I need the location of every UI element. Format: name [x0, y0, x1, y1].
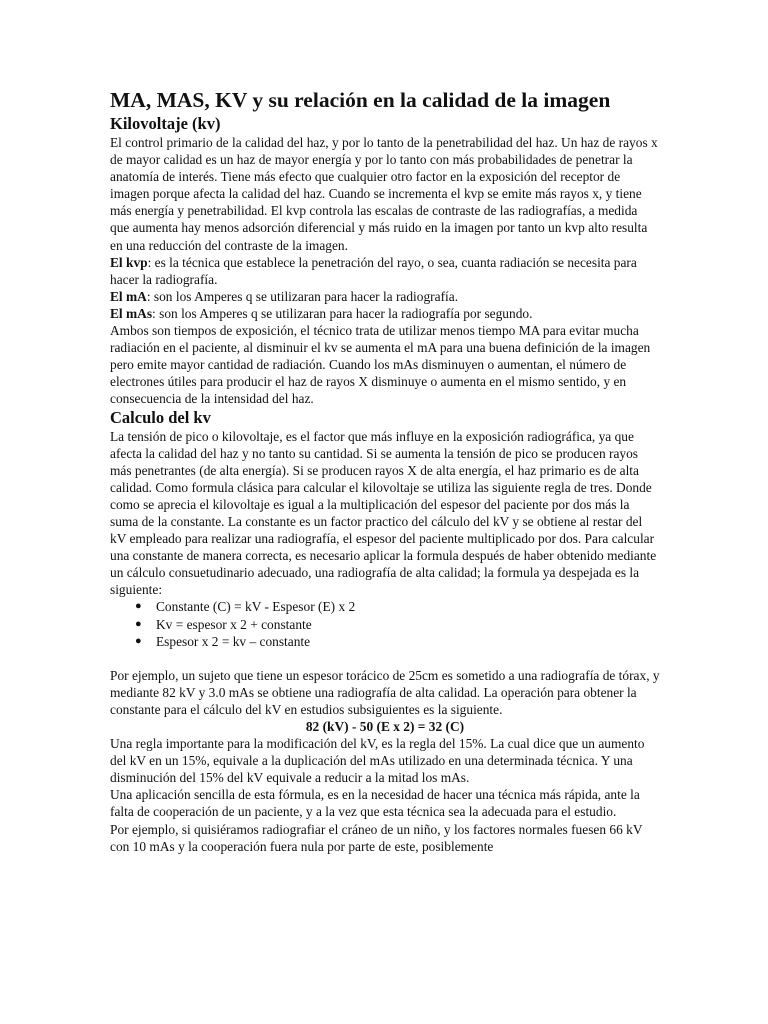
bullet-icon: ●: [135, 617, 142, 630]
section-heading-calculo: Calculo del kv: [110, 407, 211, 427]
section-heading-kilovoltaje: Kilovoltaje (kv): [110, 114, 221, 133]
list-item: [135, 633, 660, 650]
bullet-icon: ●: [135, 600, 142, 613]
definition-term: El kvp: [110, 254, 148, 270]
paragraph-example: Por ejemplo, un sujeto que tiene un espesor torácico de 25cm es sometido a una radiografía de tórax, y mediante 82 kV y 3.0 mAs se obtiene una radiografía de alta calidad. La operación para obtener la constante para el cálculo del kV en estudios subsiguientes es la siguiente.: [110, 667, 660, 717]
bullet-icon: ●: [135, 634, 142, 647]
list-item: [135, 616, 660, 633]
blank-line: [110, 650, 660, 667]
formula-text: Kv = espesor x 2 + constante: [156, 616, 312, 632]
paragraph-calculo: La tensión de pico o kilovoltaje, es el factor que más influye en la exposición radiográfica, ya que afecta la calidad del haz y no tanto su cantidad. Si se aumenta la tensión de pico se producen rayos más penetrantes (de alta energía). Si se producen rayos X de alta energía, el haz primario es de alta calidad. Como formula clásica para calcular el kilovoltaje se utiliza las siguiente regla de tres. Donde como se aprecia el kilovoltaje es igual a la multiplicación del espesor del paciente por dos más la suma de la constante. La constante es un factor practico del cálculo del kV y se obtiene al restar del kV empleado para realizar una radiografía, el espesor del paciente multiplicado por dos. Para calcular una constante de manera correcta, es necesario aplicar la formula después de haber obtenido mediante un cálculo consuetudinario adecuado, una radiografía de alta calidad; la formula ya despejada es la siguiente:: [110, 428, 657, 598]
paragraph-application: Una aplicación sencilla de esta fórmula, es en la necesidad de hacer una técnica más rápida, ante la falta de cooperación de un paciente, y a la vez que esta técnica sea la adecuada para el estudio.: [110, 787, 640, 820]
paragraph-final-example: Por ejemplo, si quisiéramos radiografiar el cráneo de un niño, y los factores normales fuesen 66 kV con 10 mAs y la cooperación fuera nula por parte de este, posiblemente: [110, 821, 643, 854]
definition-term: El mAs: [110, 305, 153, 321]
definition-term: El mA: [110, 288, 147, 304]
definition-mas: [110, 305, 660, 322]
list-item: [135, 598, 660, 615]
definition-kvp: [110, 254, 660, 288]
paragraph-rule-15: Una regla importante para la modificación del kV, es la regla del 15%. La cual dice que un aumento del kV en un 15%, equivale a la duplicación del mAs utilizado en una determinada técnica. Y una disminución del 15% del kV equivale a reducir a la mitad los mAs.: [110, 736, 645, 786]
definition-text: : son los Amperes q se utilizaran para hacer la radiografía.: [146, 288, 459, 304]
formula-text: Constante (C) = kV - Espesor (E) x 2: [156, 599, 356, 615]
paragraph-kilovoltaje: El control primario de la calidad del haz, y por lo tanto de la penetrabilidad del haz. Un haz de rayos x de mayor calidad es un haz de mayor energía y por lo tanto con más probabilidades de penetrar la anatomía de interés. Tiene más efecto que cualquier otro factor en la exposición del receptor de imagen porque afecta la calidad del haz. Cuando se incrementa el kvp se emite más rayos x, y tiene más energía y penetrabilidad. El kvp controla las escalas de contraste de las radiografías, a medida que aumenta hay menos adsorción diferencial y más ruido en la imagen por tanto un kvp alto resulta en una reducción del contraste de la imagen.: [110, 135, 658, 253]
definition-text: : son los Amperes q se utilizaran para hacer la radiografía por segundo.: [152, 305, 533, 321]
document-title: MA, MAS, KV y su relación en la calidad de la imagen: [110, 88, 611, 112]
definition-text: : es la técnica que establece la penetración del rayo, o sea, cuanta radiación se necesita para hacer la radiografía.: [110, 254, 637, 287]
constant-equation: 82 (kV) - 50 (E x 2) = 32 (C): [305, 719, 465, 734]
definition-ma: [110, 288, 660, 305]
paragraph-ambos: Ambos son tiempos de exposición, el técnico trata de utilizar menos tiempo MA para evitar mucha radiación en el paciente, al disminuir el kv se aumenta el mA para una buena definición de la imagen pero emite mayor cantidad de radiación. Cuando los mAs disminuyen o aumentan, el número de electrones útiles para producir el haz de rayos X disminuye o aumenta en el mismo sentido, y en consecuencia de la intensidad del haz.: [110, 323, 651, 407]
formula-list: [110, 598, 660, 649]
formula-text: Espesor x 2 = kv – constante: [156, 633, 311, 649]
